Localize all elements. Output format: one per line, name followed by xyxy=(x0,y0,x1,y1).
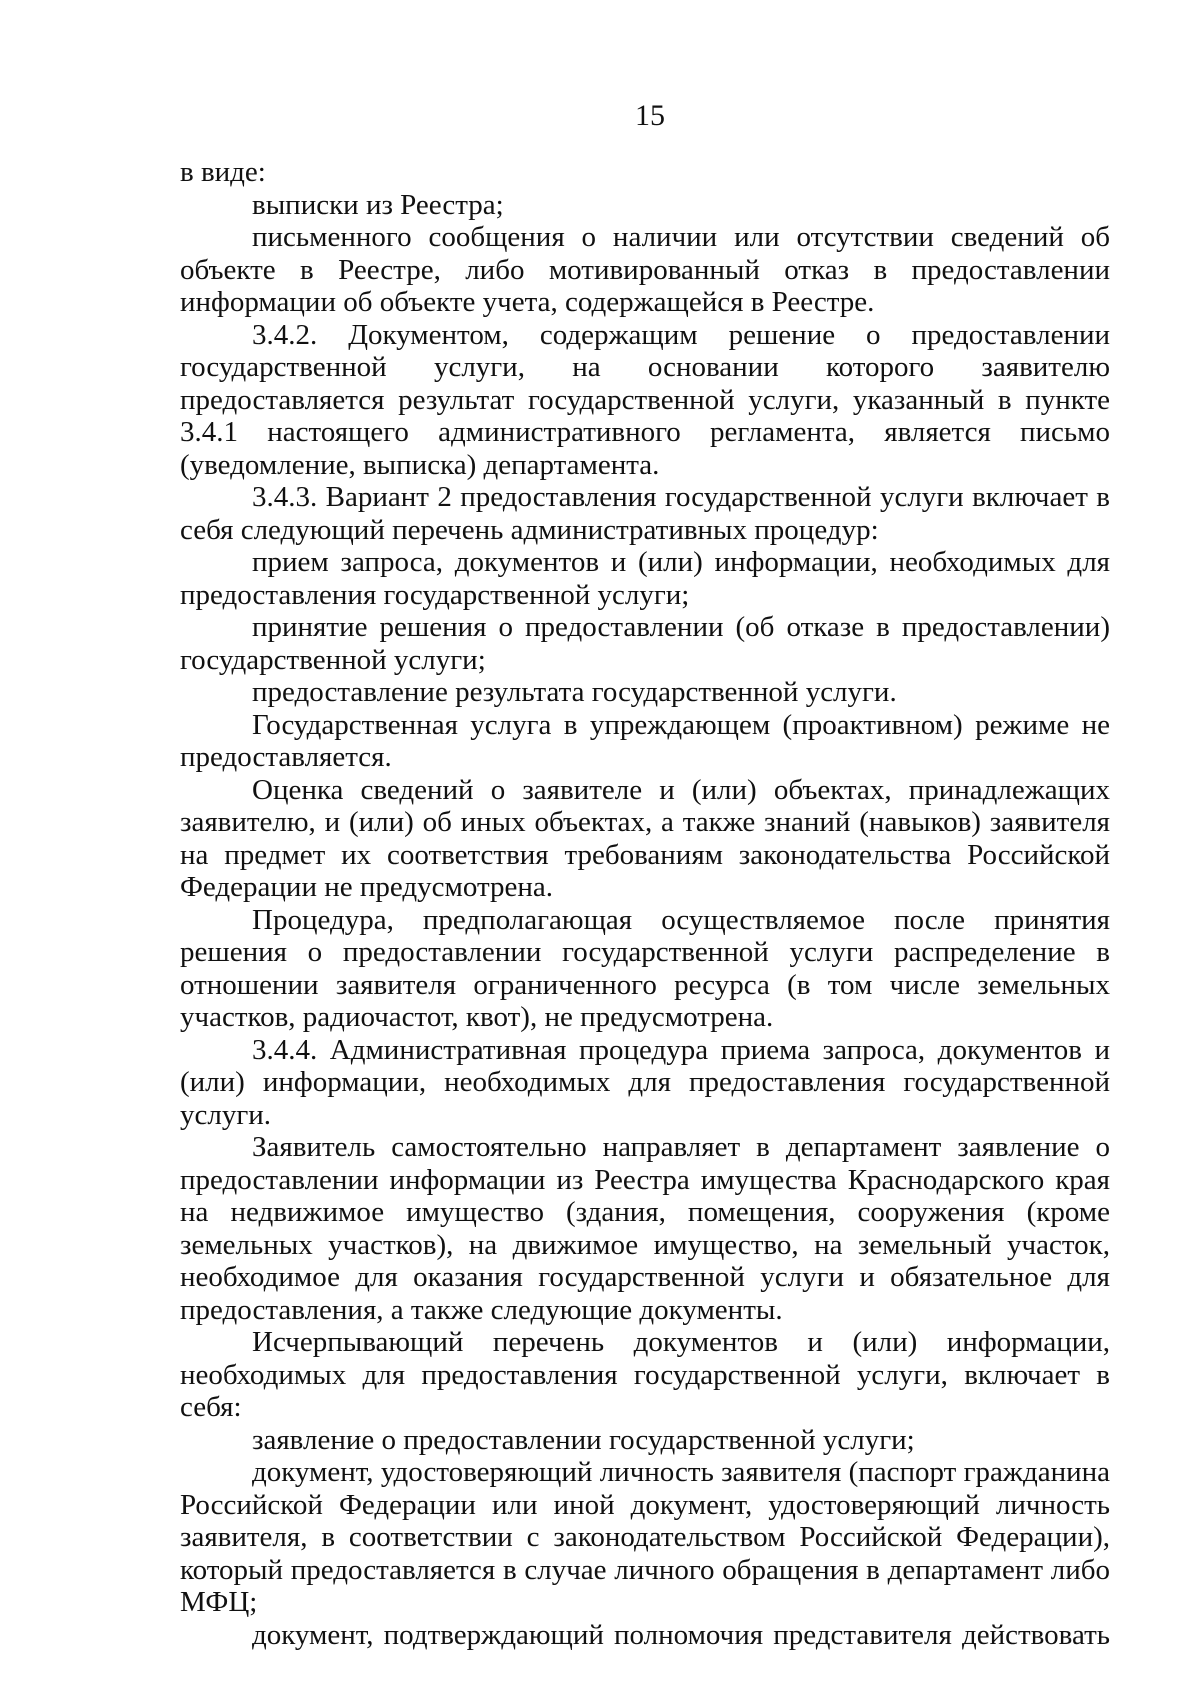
page-number: 15 xyxy=(635,99,665,132)
document-body xyxy=(180,156,1110,1651)
paragraph: принятие решения о предоставлении (об отказе в предоставлении) государственной услуги; xyxy=(180,611,1110,676)
paragraph: Оценка сведений о заявителе и (или) объектах, принадлежащих заявителю, и (или) об иных объектах, а также знаний (навыков) заявителя на предмет их соответствия требованиям законодательства Российской Федерации не предусмотрена. xyxy=(180,773,1110,903)
paragraph: Государственная услуга в упреждающем (проактивном) режиме не предоставляется. xyxy=(180,708,1110,773)
paragraph: 3.4.2. Документом, содержащим решение о предоставлении государственной услуги, на основании которого заявителю предоставляется результат государственной услуги, указанный в пункте 3.4.1 настоящего административного регламента, является письмо (уведомление, выписка) департамента. xyxy=(180,318,1110,481)
paragraph: Процедура, предполагающая осуществляемое после принятия решения о предоставлении государственной услуги распределение в отношении заявителя ограниченного ресурса (в том числе земельных участков, радиочастот, квот), не предусмотрена. xyxy=(180,903,1110,1033)
paragraph: Исчерпывающий перечень документов и (или) информации, необходимых для предоставления государственной услуги, включает в себя: xyxy=(180,1326,1110,1423)
paragraph: документ, подтверждающий полномочия представителя действовать xyxy=(252,1618,1110,1651)
paragraph: заявление о предоставлении государственной услуги; xyxy=(252,1423,915,1456)
paragraph: прием запроса, документов и (или) информации, необходимых для предоставления государственной услуги; xyxy=(180,546,1110,611)
paragraph: 3.4.4. Административная процедура приема запроса, документов и (или) информации, необходимых для предоставления государственной услуги. xyxy=(180,1033,1110,1131)
paragraph: 3.4.3. Вариант 2 предоставления государственной услуги включает в себя следующий перечень административных процедур: xyxy=(180,481,1110,546)
paragraph: Заявитель самостоятельно направляет в департамент заявление о предоставлении информации из Реестра имущества Краснодарского края на недвижимое имущество (здания, помещения, сооружения (кроме земельных участков), на движимое имущество, на земельный участок, необходимое для оказания государственной услуги и обязательное для предоставления, а также следующие документы. xyxy=(180,1131,1110,1326)
paragraph: документ, удостоверяющий личность заявителя (паспорт гражданина Российской Федерации или иной документ, удостоверяющий личность заявителя, в соответствии с законодательством Российской Федерации), который предоставляется в случае личного обращения в департамент либо МФЦ; xyxy=(180,1456,1110,1618)
paragraph: письменного сообщения о наличии или отсутствии сведений об объекте в Реестре, либо мотивированный отказ в предоставлении информации об объекте учета, содержащейся в Реестре. xyxy=(180,221,1110,318)
paragraph: предоставление результата государственной услуги. xyxy=(252,676,897,708)
paragraph: выписки из Реестра; xyxy=(252,188,504,221)
paragraph: в виде: xyxy=(180,156,266,188)
